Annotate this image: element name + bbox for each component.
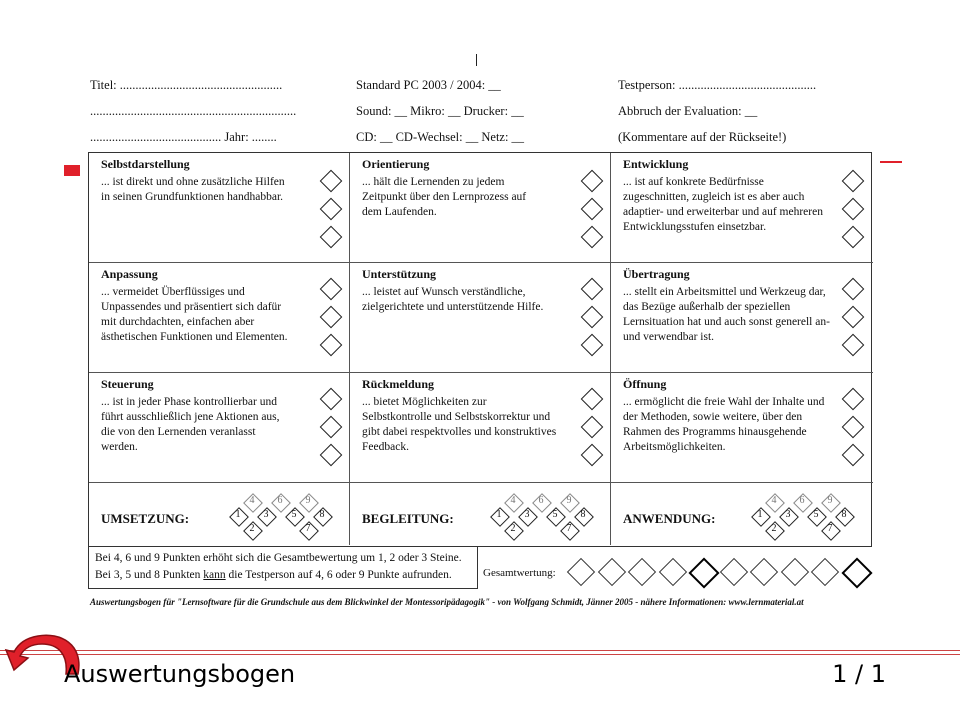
rating-diamond[interactable] [581, 388, 604, 411]
rating-diamond[interactable] [320, 306, 343, 329]
header-year-line: .......................................... Jahr: ........ [90, 130, 277, 144]
score-number: 1 [757, 509, 763, 520]
rating-diamond[interactable] [581, 198, 604, 221]
score-number: 8 [841, 509, 847, 520]
rating-diamond[interactable] [842, 444, 865, 467]
rating-diamond[interactable] [842, 226, 865, 249]
gesamt-diamond[interactable] [597, 558, 625, 586]
summary-cell [89, 483, 350, 545]
rating-diamond[interactable] [320, 416, 343, 439]
gesamt-diamond[interactable] [750, 558, 778, 586]
score-number: 4 [510, 495, 516, 506]
rating-diamond[interactable] [581, 334, 604, 357]
evaluation-sheet [80, 48, 880, 614]
criterion-cell [350, 373, 611, 483]
score-number: 5 [291, 509, 297, 520]
summary-label: UMSETZUNG: [101, 511, 190, 526]
header-kommentare-line: (Kommentare auf der Rückseite!) [618, 130, 787, 144]
criteria-grid [88, 152, 872, 547]
gesamt-diamond[interactable] [841, 557, 872, 588]
rating-diamond[interactable] [320, 444, 343, 467]
red-bullet [64, 165, 80, 176]
bottom-note-line-1: Bei 4, 6 und 9 Punkten erhöht sich die Gesamtbewertung um 1, 2 oder 3 Steine. [95, 552, 462, 564]
criterion-title: Rückmeldung [362, 377, 435, 391]
criterion-cell [350, 263, 611, 373]
slide-page-number: 1 / 1 [832, 660, 886, 688]
bottom-note-box [88, 547, 478, 589]
gesamt-diamond[interactable] [811, 558, 839, 586]
score-number: 6 [277, 495, 283, 506]
score-number: 5 [813, 509, 819, 520]
criterion-cell [611, 153, 873, 263]
rating-diamond[interactable] [581, 170, 604, 193]
criterion-text: ... ermöglicht die freie Wahl der Inhalte und der Methoden, sowie weitere, über den Rahmen des Programms hinausgehende Arbeitsmöglichkeiten. [623, 396, 825, 453]
criterion-title: Öffnung [623, 377, 667, 391]
rating-diamond[interactable] [842, 334, 865, 357]
criterion-cell [350, 153, 611, 263]
gesamt-diamond[interactable] [719, 558, 747, 586]
summary-cell [611, 483, 873, 545]
gesamt-diamond[interactable] [688, 557, 719, 588]
rating-diamond[interactable] [581, 278, 604, 301]
score-number: 9 [827, 495, 833, 506]
score-number: 3 [524, 509, 530, 520]
score-number: 7 [827, 523, 833, 534]
summary-label: ANWENDUNG: [623, 511, 716, 526]
rating-diamond[interactable] [320, 388, 343, 411]
score-diamond[interactable] [504, 521, 522, 539]
gesamt-diamond[interactable] [780, 558, 808, 586]
score-number: 2 [510, 523, 516, 534]
summary-label: BEGLEITUNG: [362, 511, 454, 526]
rating-diamond[interactable] [581, 226, 604, 249]
score-number: 6 [538, 495, 544, 506]
score-number: 3 [263, 509, 269, 520]
rating-diamond[interactable] [320, 278, 343, 301]
score-diamond[interactable] [299, 521, 317, 539]
score-diamond[interactable] [560, 521, 578, 539]
criterion-cell [611, 263, 873, 373]
score-number: 4 [771, 495, 777, 506]
header-cd-line: CD: __ CD-Wechsel: __ Netz: __ [356, 130, 525, 144]
score-number: 9 [305, 495, 311, 506]
slide-title: Auswertungsbogen [64, 660, 296, 688]
header-title-line: Titel: .................................................... [90, 78, 283, 92]
criterion-title: Orientierung [362, 157, 430, 171]
score-number: 1 [235, 509, 241, 520]
rating-diamond[interactable] [581, 416, 604, 439]
score-number: 2 [249, 523, 255, 534]
gesamtwertung-label: Gesamtwertung: [483, 567, 556, 579]
score-diamond[interactable] [765, 521, 783, 539]
score-diamond[interactable] [821, 521, 839, 539]
score-number: 2 [771, 523, 777, 534]
note-text: Bei 3, 5 und 8 Punkten [95, 569, 204, 581]
bottom-note-line-2 [95, 569, 452, 581]
criterion-cell [611, 373, 873, 483]
score-number: 3 [785, 509, 791, 520]
rating-diamond[interactable] [842, 306, 865, 329]
score-number: 4 [249, 495, 255, 506]
rating-diamond[interactable] [320, 226, 343, 249]
rating-diamond[interactable] [842, 170, 865, 193]
rating-diamond[interactable] [320, 170, 343, 193]
criterion-text: ... ist in jeder Phase kontrollierbar und führt ausschließlich jene Aktionen aus, die von den Lernenden veranlasst werden. [101, 396, 280, 453]
header-sound-line: Sound: __ Mikro: __ Drucker: __ [356, 104, 524, 118]
criterion-text: ... ist direkt und ohne zusätzliche Hilfen in seinen Grundfunktionen handhabbar. [101, 176, 285, 203]
criterion-text: ... bietet Möglichkeiten zur Selbstkontrolle und Selbstskorrektur und gibt dabei respektvolles und konstruktives Feedback. [362, 396, 557, 453]
criterion-title: Unterstützung [362, 267, 436, 281]
score-number: 9 [566, 495, 572, 506]
footer-note: Auswertungsbogen für "Lernsoftware für die Grundschule aus dem Blickwinkel der Montessoripädagogik" - von Wolfgang Schmidt, Jänner 2005 - nähere Informationen: www.lernmaterial.at [90, 597, 804, 607]
criterion-title: Steuerung [101, 377, 154, 391]
criterion-text: ... stellt ein Arbeitsmittel und Werkzeug dar, das Bezüge außerhalb der speziellen Lernsituation hat und auch sonst generell an- und verwendbar ist. [623, 286, 830, 343]
criterion-text: ... vermeidet Überflüssiges und Unpassendes und präsentiert sich dafür mit durchdachten, einfachen aber ästhetischen Funktionen und Elementen. [101, 286, 288, 343]
criterion-title: Selbstdarstellung [101, 157, 190, 171]
rating-diamond[interactable] [842, 198, 865, 221]
criterion-cell [89, 263, 350, 373]
criterion-title: Anpassung [101, 267, 158, 281]
gesamt-diamond[interactable] [567, 558, 595, 586]
score-number: 8 [319, 509, 325, 520]
rating-diamond[interactable] [842, 388, 865, 411]
header-abbruch-line: Abbruch der Evaluation: __ [618, 104, 758, 118]
rating-diamond[interactable] [581, 444, 604, 467]
red-accent-line [878, 161, 902, 163]
top-tick [476, 54, 477, 66]
gesamt-diamond[interactable] [628, 558, 656, 586]
rating-diamond[interactable] [581, 306, 604, 329]
note-kann: kann [203, 569, 226, 581]
criterion-cell [89, 373, 350, 483]
rating-diamond[interactable] [842, 278, 865, 301]
criterion-text: ... hält die Lernenden zu jedem Zeitpunkt über den Lernprozess auf dem Laufenden. [362, 176, 527, 218]
slide-rule [0, 650, 960, 651]
criterion-title: Entwicklung [623, 157, 689, 171]
summary-cell [350, 483, 611, 545]
rating-diamond[interactable] [842, 416, 865, 439]
rating-diamond[interactable] [320, 198, 343, 221]
gesamt-diamond[interactable] [658, 558, 686, 586]
criterion-cell [89, 153, 350, 263]
rating-diamond[interactable] [320, 334, 343, 357]
criterion-text: ... ist auf konkrete Bedürfnisse zugeschnitten, zugleich ist es aber auch adaptier- und erweiterbar und auf mehreren Entwicklungsstufen einsetzbar. [623, 176, 823, 233]
criterion-title: Übertragung [623, 267, 690, 281]
score-number: 1 [496, 509, 502, 520]
score-number: 6 [799, 495, 805, 506]
note-text: die Testperson auf 4, 6 oder 9 Punkte aufrunden. [225, 569, 452, 581]
slide-rule [0, 654, 960, 655]
header-testperson-line: Testperson: ............................................ [618, 78, 817, 92]
criterion-text: ... leistet auf Wunsch verständliche, zielgerichtete und unterstützende Hilfe. [362, 286, 544, 313]
score-number: 8 [580, 509, 586, 520]
header-blank-line: .................................................................. [90, 104, 297, 118]
score-diamond[interactable] [243, 521, 261, 539]
score-number: 5 [552, 509, 558, 520]
header-standard-line: Standard PC 2003 / 2004: __ [356, 78, 501, 92]
score-number: 7 [305, 523, 311, 534]
score-number: 7 [566, 523, 572, 534]
